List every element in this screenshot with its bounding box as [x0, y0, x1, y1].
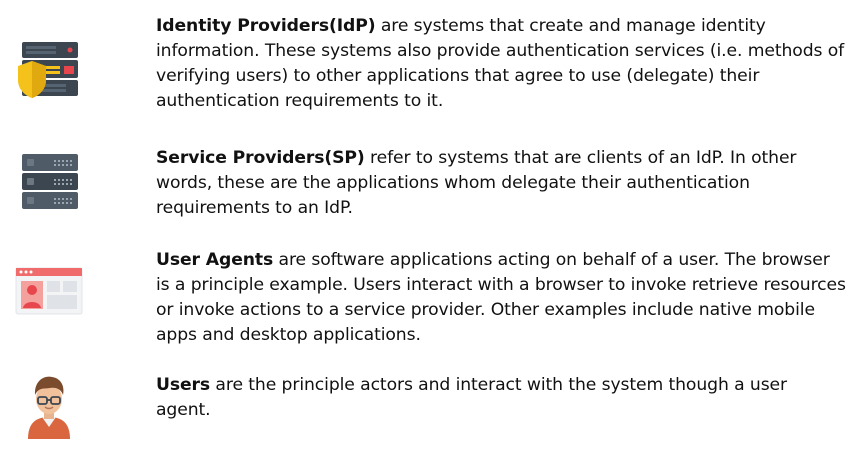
definition-text [156, 373, 846, 423]
definition-text [156, 14, 846, 114]
description-users: are the principle actors and interact with the system though a user agent. [156, 375, 787, 420]
description-service-providers: refer to systems that are clients of an IdP. In other words, these are the applications whom delegate their authentication requirements to an IdP. [156, 148, 797, 218]
term-identity-providers: Identity Providers(IdP) [156, 16, 376, 36]
user-avatar-icon [14, 373, 84, 439]
term-service-providers: Service Providers(SP) [156, 148, 365, 168]
browser-window-icon [14, 264, 84, 320]
term-user-agents: User Agents [156, 250, 274, 270]
term-users: Users [156, 375, 211, 395]
definition-text [156, 248, 846, 348]
description-identity-providers: are systems that create and manage identity information. These systems also provide authentication services (i.e. methods of verifying users) to other applications that agree to use (delegate) their authentication requirements to it. [156, 16, 845, 111]
server-rack-icon [14, 152, 84, 214]
description-user-agents: are software applications acting on behalf of a user. The browser is a principle example. Users interact with a browser to invoke retrieve resources or invoke actions to a service provider. Other examples include native mobile apps and desktop applications. [156, 250, 846, 345]
shield-server-icon [14, 36, 84, 116]
definition-text [156, 146, 846, 221]
